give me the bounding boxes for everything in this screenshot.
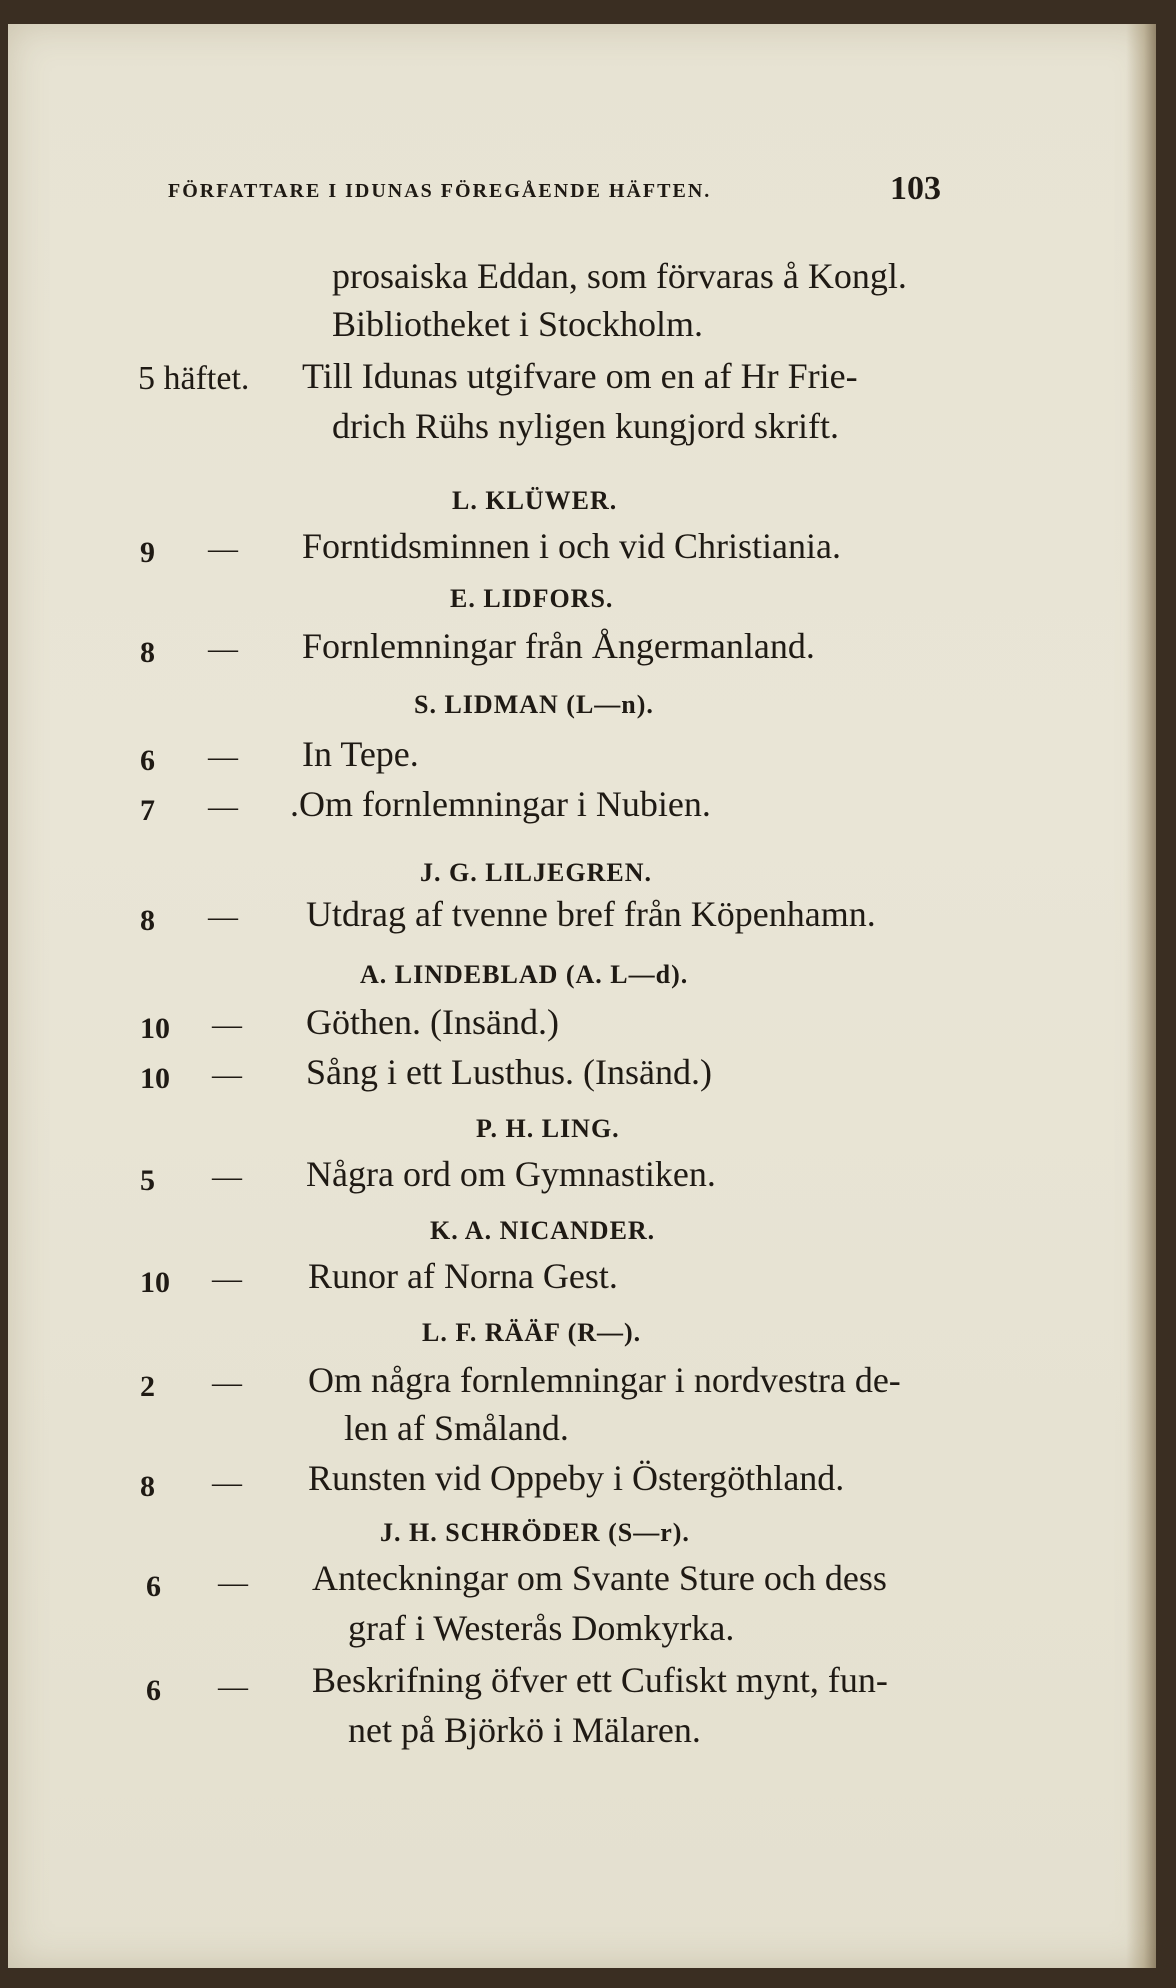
dash: — bbox=[212, 1466, 242, 1499]
dash: — bbox=[218, 1566, 248, 1599]
issue-number: 9 bbox=[140, 536, 155, 569]
entry-line: net på Björkö i Mälaren. bbox=[348, 1710, 701, 1750]
issue-number: 10 bbox=[140, 1062, 170, 1095]
entry-line: Sång i ett Lusthus. (Insänd.) bbox=[306, 1052, 712, 1092]
entry-line: drich Rühs nyligen kungjord skrift. bbox=[332, 406, 839, 446]
author-heading: K. A. NICANDER. bbox=[430, 1216, 656, 1245]
entry-line: Fornlemningar från Ångermanland. bbox=[302, 626, 815, 666]
issue-number: 10 bbox=[140, 1266, 170, 1299]
entry-line: Runsten vid Oppeby i Östergöthland. bbox=[308, 1458, 845, 1498]
issue-number: 6 bbox=[146, 1674, 161, 1707]
entry-line: Om några fornlemningar i nordvestra de- bbox=[308, 1360, 901, 1400]
entry-line: Utdrag af tvenne bref från Köpenhamn. bbox=[306, 894, 876, 934]
dash: — bbox=[208, 740, 238, 773]
author-heading: E. LIDFORS. bbox=[450, 584, 614, 613]
entry-line: In Tepe. bbox=[302, 734, 419, 774]
dash: — bbox=[212, 1366, 242, 1399]
dash: — bbox=[212, 1058, 242, 1091]
dash: — bbox=[208, 532, 238, 565]
dash: — bbox=[208, 632, 238, 665]
entry-line: Forntidsminnen i och vid Christiania. bbox=[302, 526, 841, 566]
dash: — bbox=[218, 1670, 248, 1703]
issue-number: 7 bbox=[140, 794, 155, 827]
issue-number: 6 bbox=[146, 1570, 161, 1603]
entry-line: len af Småland. bbox=[344, 1408, 569, 1448]
entry-line: Bibliotheket i Stockholm. bbox=[332, 304, 703, 344]
issue-number: 10 bbox=[140, 1012, 170, 1045]
dash: — bbox=[208, 900, 238, 933]
author-heading: P. H. LING. bbox=[476, 1114, 620, 1143]
issue-number: 8 bbox=[140, 636, 155, 669]
entry-line: Anteckningar om Svante Sture och dess bbox=[312, 1558, 887, 1598]
entry-line: Runor af Norna Gest. bbox=[308, 1256, 618, 1296]
dash: — bbox=[212, 1160, 242, 1193]
entry-line: Några ord om Gymnastiken. bbox=[306, 1154, 716, 1194]
entry-line: prosaiska Eddan, som förvaras å Kongl. bbox=[332, 256, 907, 296]
issue-number: 6 bbox=[140, 744, 155, 777]
author-heading: L. F. RÄÄF (R—). bbox=[422, 1318, 642, 1347]
entry-line: graf i Westerås Domkyrka. bbox=[348, 1608, 735, 1648]
author-heading: J. G. LILJEGREN. bbox=[420, 858, 652, 887]
author-heading: L. KLÜWER. bbox=[452, 486, 618, 515]
issue-number: 2 bbox=[140, 1370, 155, 1403]
dash: — bbox=[212, 1262, 242, 1295]
entry-line: Göthen. (Insänd.) bbox=[306, 1002, 559, 1042]
issue-number: 8 bbox=[140, 904, 155, 937]
entry-line: Till Idunas utgifvare om en af Hr Frie- bbox=[302, 356, 858, 396]
issue-number: 8 bbox=[140, 1470, 155, 1503]
issue-number: 5 häftet. bbox=[138, 360, 250, 397]
author-heading: A. LINDEBLAD (A. L—d). bbox=[360, 960, 689, 989]
page-edge-shadow bbox=[1126, 24, 1156, 1968]
entry-line: .Om fornlemningar i Nubien. bbox=[290, 784, 711, 824]
author-heading: J. H. SCHRÖDER (S—r). bbox=[380, 1518, 690, 1547]
dash: — bbox=[208, 790, 238, 823]
running-title: FÖRFATTARE I IDUNAS FÖREGÅENDE HÄFTEN. bbox=[168, 180, 712, 202]
entry-line: Beskrifning öfver ett Cufiskt mynt, fun- bbox=[312, 1660, 888, 1700]
dash: — bbox=[212, 1008, 242, 1041]
page-number: 103 bbox=[890, 170, 941, 207]
issue-number: 5 bbox=[140, 1164, 155, 1197]
author-heading: S. LIDMAN (L—n). bbox=[414, 690, 654, 719]
